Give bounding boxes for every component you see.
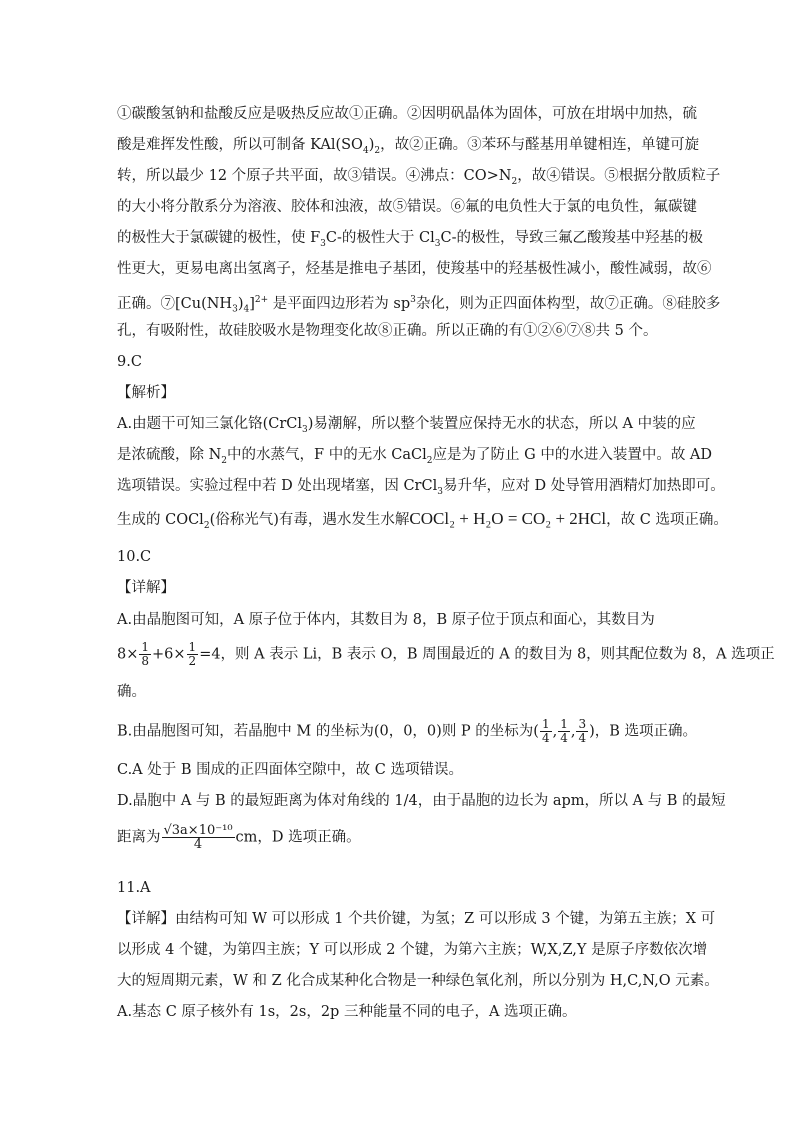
fraction-one-quarter-y: $\frac{1}{4}$ [560, 717, 568, 745]
q10-option-a-line-2: 8× $\frac{1}{8}$ +6× $\frac{1}{2}$ =4，则 A 表示 Li，B 表示 O，B 周围最近的 A 的数目为 8，则其配位数为 8，A 选项正 [117, 640, 775, 668]
fraction-distance: $\frac{\text{√3a×10⁻¹⁰}}{4}$ [163, 823, 233, 852]
q9-section-tag: 【解析】 [117, 385, 175, 401]
q11-line-3: 大的短周期元素，W 和 Z 化合成某种化合物是一种绿色氧化剂，所以分别为 H,C,N,O 元素。 [117, 973, 719, 989]
q9-line-1: A.由题干可知三氯化铬(CrCl$_3$)易潮解，所以整个装置应保持无水的状态，所以 A 中装的应 [117, 416, 696, 435]
fraction-one-half: $\frac{1}{2}$ [188, 640, 197, 668]
q10-answer: 10.C [117, 549, 152, 565]
q10-option-d-line-2: 距离为 $\frac{\text{√3a×10⁻¹⁰}}{4}$ cm，D 选项正确。 [117, 823, 361, 852]
q10-option-a-line-3: 确。 [117, 684, 146, 700]
q11-line-2: 以形成 4 个键，为第四主族；Y 可以形成 2 个键，为第六主族；W,X,Z,Y 是原子序数依次增 [117, 942, 708, 958]
q8-line-7: 正确。$⑦[Cu(NH_3)_4]^{2+}$ 是平面四边形若为 $sp^3$杂化，则为正四面体构型，故⑦正确。⑧硅胶多 [117, 295, 721, 315]
q10-option-b: B.由晶胞图可知，若晶胞中 M 的坐标为(0，0，0)则 P 的坐标为( $\frac{1}{4}$ , $\frac{1}{4}$ , $\frac{3}{4}$ )，B 选项正确。 [117, 717, 698, 745]
q11-answer: 11.A [117, 880, 151, 896]
q11-line-4: A.基态 C 原子核外有 1s，2s，2p 三种能量不同的电子，A 选项正确。 [117, 1004, 577, 1020]
q9-line-2: 是浓硫酸，除 $N_2$中的水蒸气，F 中的无水 CaCl$_2$应是为了防止 G 中的水进入装置中。故 AD [117, 447, 713, 466]
q10-option-a-line-1: A.由晶胞图可知，A 原子位于体内，其数目为 8，B 原子位于顶点和面心，其数目为 [117, 612, 655, 628]
q8-line-5: 的极性大于氯碳键的极性，使 $F_3C-$的极性大于 $Cl_3C-$的极性，导致三氟乙酸羧基中羟基的极 [117, 230, 703, 249]
q9-line-3: 选项错误。实验过程中若 D 处出现堵塞，因 CrCl$_3$易升华，应对 D 处导管用酒精灯加热即可。 [117, 478, 725, 497]
hydrolysis-equation: COCl₂ + H₂O = CO₂ + 2HCl [409, 509, 607, 528]
q10-section-tag: 【详解】 [117, 580, 175, 596]
q10-option-c: C.A 处于 B 围成的正四面体空隙中，故 C 选项错误。 [117, 762, 463, 778]
q10-option-d-line-1: D.晶胞中 A 与 B 的最短距离为体对角线的 1/4，由于晶胞的边长为 apm，所以 A 与 B 的最短 [117, 793, 726, 809]
q8-line-6: 性更大，更易电离出氢离子，烃基是推电子基团，使羧基中的羟基极性减小，酸性减弱，故⑥ [117, 261, 712, 277]
q8-line-8: 孔，有吸附性，故硅胶吸水是物理变化故⑧正确。所以正确的有①②⑥⑦⑧共 5 个。 [117, 323, 658, 339]
q8-line-1: ①碳酸氢钠和盐酸反应是吸热反应故①正确。②因明矾晶体为固体，可放在坩埚中加热，硫 [117, 106, 697, 122]
q9-answer: 9.C [117, 354, 142, 370]
q8-line-2: 酸是难挥发性酸，所以可制备 $KAl(SO_4)_2$，故②正确。③苯环与醛基用单键相连，单键可旋 [117, 137, 700, 156]
fraction-one-eighth: $\frac{1}{8}$ [141, 640, 150, 668]
q11-line-1: 【详解】由结构可知 W 可以形成 1 个共价键，为氢；Z 可以形成 3 个键，为第五主族；X 可 [117, 911, 716, 927]
fraction-one-quarter-x: $\frac{1}{4}$ [541, 717, 550, 745]
q8-line-3: 转，所以最少 12 个原子共平面，故③错误。④沸点：$CO>N_2$，故④错误。⑤根据分散质粒子 [117, 168, 721, 187]
q9-line-4: 生成的 COCl$_2$(俗称光气)有毒，遇水发生水解COCl₂ + H₂O = CO₂ + 2HCl，故 C 选项正确。 [117, 509, 728, 531]
q8-line-4: 的大小将分散系分为溶液、胶体和浊液，故⑤错误。⑥氟的电负性大于氯的电负性，氟碳键 [117, 199, 697, 215]
fraction-three-quarter-z: $\frac{3}{4}$ [578, 717, 587, 745]
